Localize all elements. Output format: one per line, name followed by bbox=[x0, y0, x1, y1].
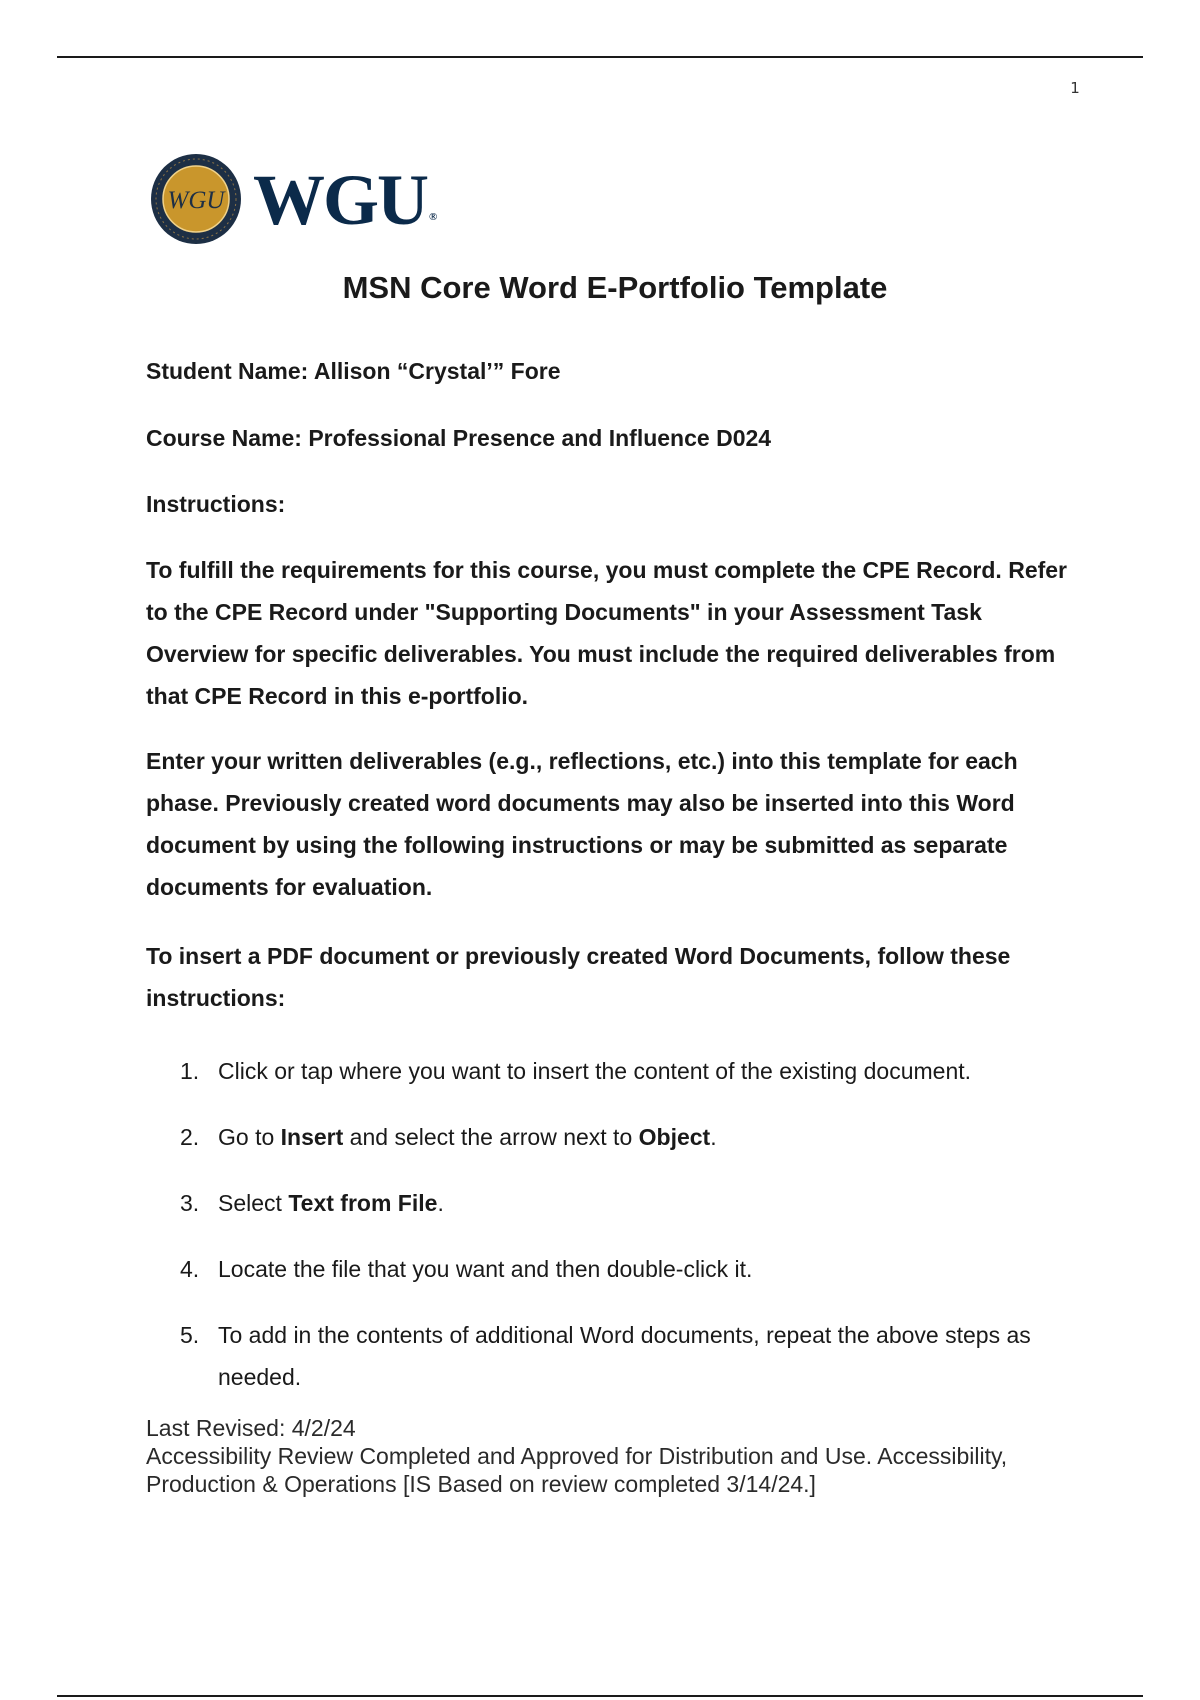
step-item bbox=[180, 1050, 1080, 1092]
page-number: 1 bbox=[1070, 79, 1080, 97]
seal-initials: WGU bbox=[167, 187, 225, 214]
step-item bbox=[180, 1314, 1080, 1398]
step-text: and select the arrow next to bbox=[343, 1124, 639, 1150]
wgu-wordmark bbox=[253, 160, 438, 240]
bottom-rule bbox=[57, 1695, 1143, 1697]
step-text: Click or tap where you want to insert the content of the existing document. bbox=[218, 1058, 972, 1084]
page-title: MSN Core Word E-Portfolio Template bbox=[342, 270, 888, 305]
step-number: 4. bbox=[180, 1256, 200, 1282]
instruction-steps bbox=[180, 1050, 1080, 1422]
step-text: Locate the file that you want and then double-click it. bbox=[218, 1256, 753, 1282]
step-item bbox=[180, 1116, 1080, 1158]
paragraph-deliverables: Enter your written deliverables (e.g., reflections, etc.) into this template for each phase. Previously created word documents may also be inserted into this Word document by using the following instructions or may be submitted as separate documents for evaluation. bbox=[146, 748, 1018, 900]
step-item bbox=[180, 1248, 1080, 1290]
step-item bbox=[180, 1182, 1080, 1224]
step-number: 1. bbox=[180, 1058, 200, 1084]
wgu-logo bbox=[150, 150, 450, 245]
course-name: Course Name: Professional Presence and Influence D024 bbox=[146, 425, 772, 451]
top-rule bbox=[57, 56, 1143, 58]
registered-mark: ® bbox=[429, 211, 438, 223]
step-text-bold: Text from File bbox=[288, 1190, 438, 1216]
step-text-bold: Object bbox=[638, 1124, 711, 1150]
step-number: 5. bbox=[180, 1322, 200, 1348]
step-text: . bbox=[437, 1190, 444, 1216]
step-text: To add in the contents of additional Word documents, repeat the above steps as needed. bbox=[218, 1322, 1031, 1390]
accessibility-note: Accessibility Review Completed and Approved for Distribution and Use. Accessibility, Production & Operations [IS Based on review completed 3/14/24.] bbox=[146, 1443, 1008, 1497]
step-number: 3. bbox=[180, 1190, 200, 1216]
paragraph-cpe-record: To fulfill the requirements for this course, you must complete the CPE Record. Refer to the CPE Record under "Supporting Documents" in your Assessment Task Overview for specific deliverables. You must include the required deliverables from that CPE Record in this e-portfolio. bbox=[146, 557, 1068, 709]
step-text-bold: Insert bbox=[280, 1124, 344, 1150]
step-text: Select bbox=[218, 1190, 289, 1216]
step-text: . bbox=[710, 1124, 717, 1150]
last-revised: Last Revised: 4/2/24 bbox=[146, 1415, 356, 1441]
wgu-seal-icon bbox=[150, 153, 242, 245]
instructions-heading: Instructions: bbox=[146, 491, 286, 517]
revision-note bbox=[146, 1414, 1106, 1498]
student-name: Student Name: Allison “Crystal’” Fore bbox=[146, 358, 561, 384]
paragraph-insert-instructions: To insert a PDF document or previously created Word Documents, follow these instructions: bbox=[146, 943, 1011, 1011]
wordmark-text: WGU bbox=[253, 160, 427, 240]
step-number: 2. bbox=[180, 1124, 200, 1150]
step-text: Go to bbox=[218, 1124, 281, 1150]
